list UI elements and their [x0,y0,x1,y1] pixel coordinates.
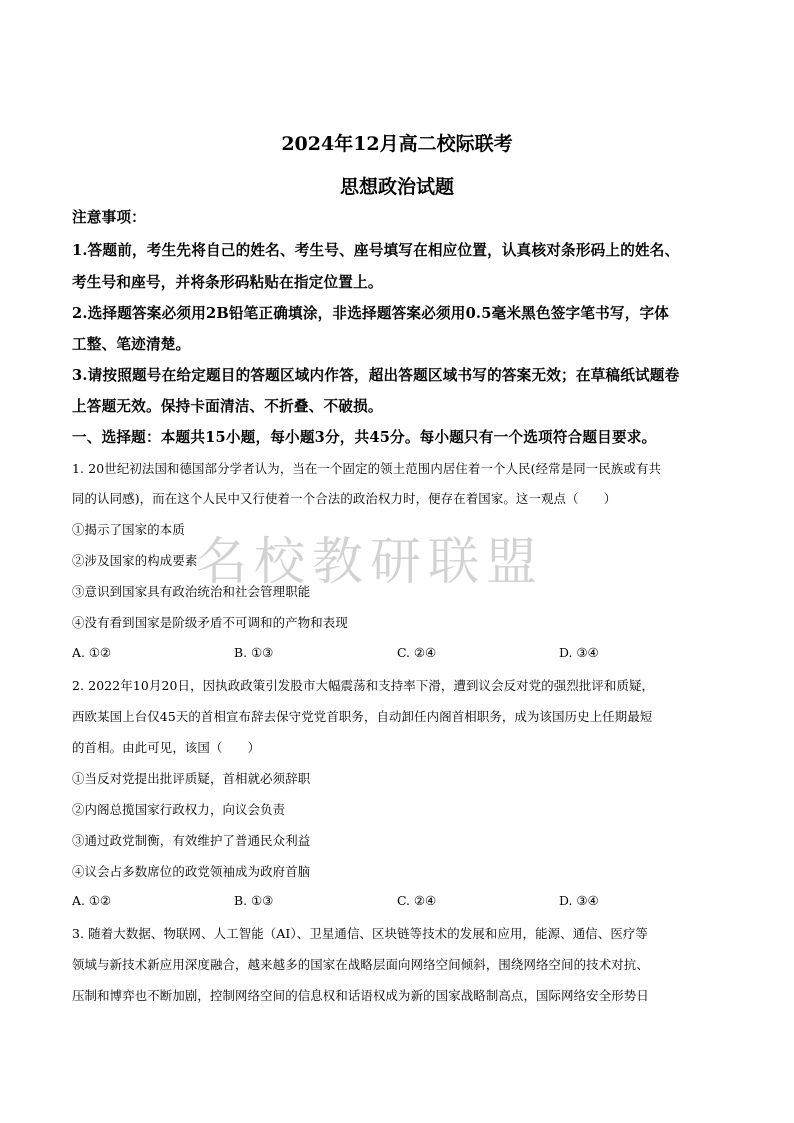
option-c[interactable]: C. ②④ [397,893,437,908]
option-d[interactable]: D. ③④ [559,893,599,908]
section-heading: 一、选择题：本题共15小题，每小题3分，共45分。每小题只有一个选项符合题目要求。 [72,429,657,446]
statement-item: ②涉及国家的构成要素 [72,553,198,568]
statement-item: ②内阁总揽国家行政权力，向议会负责 [72,802,286,817]
question-stem-line: 3. 随着大数据、物联网、人工智能（AI）、卫星通信、区块链等技术的发展和应用，能源、通信、医疗等 [72,926,648,941]
statement-item: ①揭示了国家的本质 [72,522,185,537]
question-stem-line: 的首相。由此可见，该国（ ） [72,740,261,755]
notice-line: 工整、笔迹清楚。 [72,336,191,353]
notice-heading: 注意事项： [72,209,146,226]
notice-line: 1.答题前，考生先将自己的姓名、考生号、座号填写在相应位置，认真核对条形码上的姓名、 [72,242,680,259]
question-stem-line: 同的认同感)，而在这个人民中又行使着一个合法的政治权力时，便存在着国家。这一观点（ ） [72,491,617,506]
watermark: 名校教研联盟 [196,533,545,592]
exam-title: 2024年12月高二校际联考 [281,133,513,155]
option-b[interactable]: B. ①③ [234,645,274,660]
statement-item: ③通过政党制衡，有效维护了普通民众利益 [72,833,311,848]
notice-line: 考生号和座号，并将条形码粘贴在指定位置上。 [72,274,383,291]
notice-line: 3.请按照题号在给定题目的答题区域内作答，超出答题区域书写的答案无效；在草稿纸试题卷 [72,367,680,384]
answer-options [72,645,732,663]
answer-options [72,893,732,911]
question-stem-line: 西欧某国上台仅45天的首相宣布辞去保守党党首职务，自动卸任内阁首相职务，成为该国历史上任期最短 [72,709,653,724]
statement-item: ④议会占多数席位的政党领袖成为政府首脑 [72,864,311,879]
statement-item: ③意识到国家具有政治统治和社会管理职能 [72,584,311,599]
question-stem-line: 2. 2022年10月20日，因执政政策引发股市大幅震荡和支持率下滑，遭到议会反对党的强烈批评和质疑， [72,678,655,693]
notice-line: 2.选择题答案必须用2B铅笔正确填涂，非选择题答案必须用0.5毫米黑色签字笔书写，字体 [72,305,670,322]
question-stem-line: 领域与新技术新应用深度融合，越来越多的国家在战略层面向网络空间倾斜，围绕网络空间的技术对抗、 [72,957,649,972]
option-d[interactable]: D. ③④ [559,645,599,660]
exam-subtitle: 思想政治试题 [339,176,454,198]
option-c[interactable]: C. ②④ [397,645,437,660]
statement-item: ①当反对党提出批评质疑，首相就必须辞职 [72,771,311,786]
statement-item: ④没有看到国家是阶级矛盾不可调和的产物和表现 [72,615,348,630]
notice-line: 上答题无效。保持卡面清洁、不折叠、不破损。 [72,398,383,415]
question-stem-line: 压制和博弈也不断加剧，控制网络空间的信息权和话语权成为新的国家战略制高点，国际网络安全形势日 [72,988,649,1003]
question-stem-line: 1. 20世纪初法国和德国部分学者认为，当在一个固定的领土范围内居住着一个人民(经常是同一民族或有共 [72,461,662,476]
option-a[interactable]: A. ①② [72,645,112,660]
option-a[interactable]: A. ①② [72,893,112,908]
option-b[interactable]: B. ①③ [234,893,274,908]
